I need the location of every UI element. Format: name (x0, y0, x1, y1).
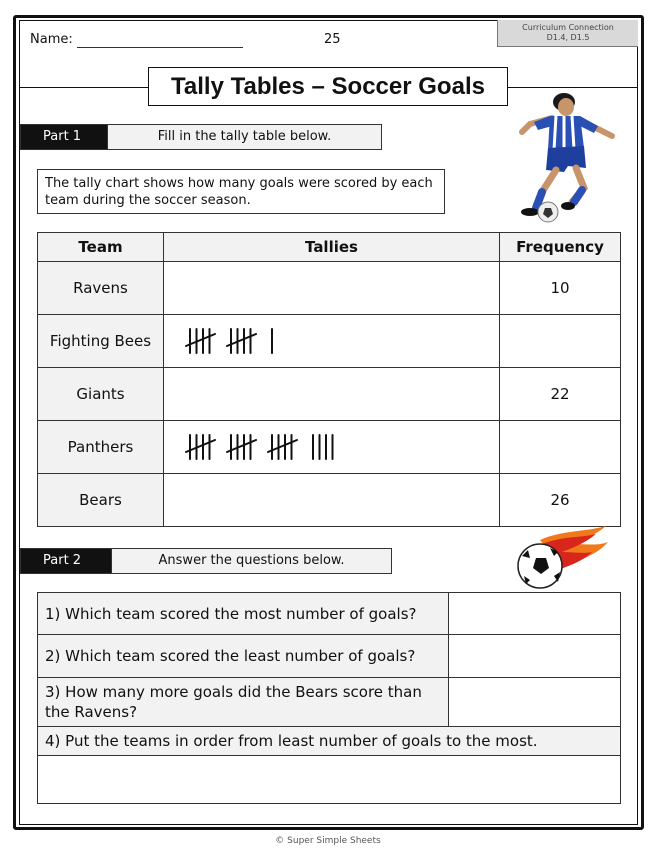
answer-3-field[interactable] (449, 678, 621, 727)
frequency-cell[interactable]: 22 (500, 368, 621, 421)
curriculum-codes: D1.4, D1.5 (546, 33, 590, 42)
tally-cell[interactable] (164, 315, 500, 368)
part-1-instruction: Fill in the tally table below. (107, 125, 381, 149)
team-name: Bears (38, 474, 164, 527)
question-4: 4) Put the teams in order from least number of goals to the most. (38, 727, 621, 756)
team-name: Panthers (38, 421, 164, 474)
answer-2-field[interactable] (449, 635, 621, 678)
part-1-header (20, 124, 382, 150)
header-tallies: Tallies (164, 233, 500, 262)
part-2-instruction: Answer the questions below. (111, 549, 391, 573)
tally-cell[interactable] (164, 421, 500, 474)
intro-text: The tally chart shows how many goals were scored by each team during the soccer season. (37, 169, 445, 214)
question-2: 2) Which team scored the least number of goals? (38, 635, 449, 678)
name-label: Name: (30, 32, 73, 47)
header-frequency: Frequency (500, 233, 621, 262)
soccer-player-icon (512, 88, 630, 226)
table-row (38, 315, 621, 368)
team-name: Giants (38, 368, 164, 421)
question-row (38, 678, 621, 727)
team-name: Ravens (38, 262, 164, 315)
tally-cell[interactable] (164, 368, 500, 421)
tally-marks (184, 432, 343, 462)
title-rule-left (20, 87, 148, 88)
tally-marks (184, 326, 283, 356)
tally-table (37, 232, 621, 527)
question-1: 1) Which team scored the most number of goals? (38, 593, 449, 635)
questions-table (37, 592, 621, 804)
frequency-cell[interactable] (500, 421, 621, 474)
answer-1-field[interactable] (449, 593, 621, 635)
page-number: 25 (324, 32, 341, 47)
frequency-cell[interactable]: 10 (500, 262, 621, 315)
table-row (38, 421, 621, 474)
curriculum-title: Curriculum Connection (522, 23, 614, 32)
answer-4-field[interactable] (38, 756, 621, 804)
tally-cell[interactable] (164, 474, 500, 527)
header-team: Team (38, 233, 164, 262)
table-row (38, 368, 621, 421)
curriculum-connection-box (497, 20, 638, 47)
part-2-header (20, 548, 392, 574)
question-row (38, 593, 621, 635)
question-row (38, 727, 621, 756)
table-row (38, 474, 621, 527)
frequency-cell[interactable] (500, 315, 621, 368)
flaming-soccer-ball-icon (510, 526, 610, 592)
table-row (38, 262, 621, 315)
footer-copyright: © Super Simple Sheets (275, 836, 381, 846)
page-title: Tally Tables – Soccer Goals (148, 67, 508, 106)
tally-cell[interactable] (164, 262, 500, 315)
team-name: Fighting Bees (38, 315, 164, 368)
frequency-cell[interactable]: 26 (500, 474, 621, 527)
part-2-tag: Part 2 (21, 549, 111, 573)
table-header-row (38, 233, 621, 262)
question-3: 3) How many more goals did the Bears score than the Ravens? (38, 678, 449, 727)
question-row (38, 635, 621, 678)
question-row (38, 756, 621, 804)
part-1-tag: Part 1 (21, 125, 107, 149)
name-input-line[interactable] (77, 47, 243, 48)
